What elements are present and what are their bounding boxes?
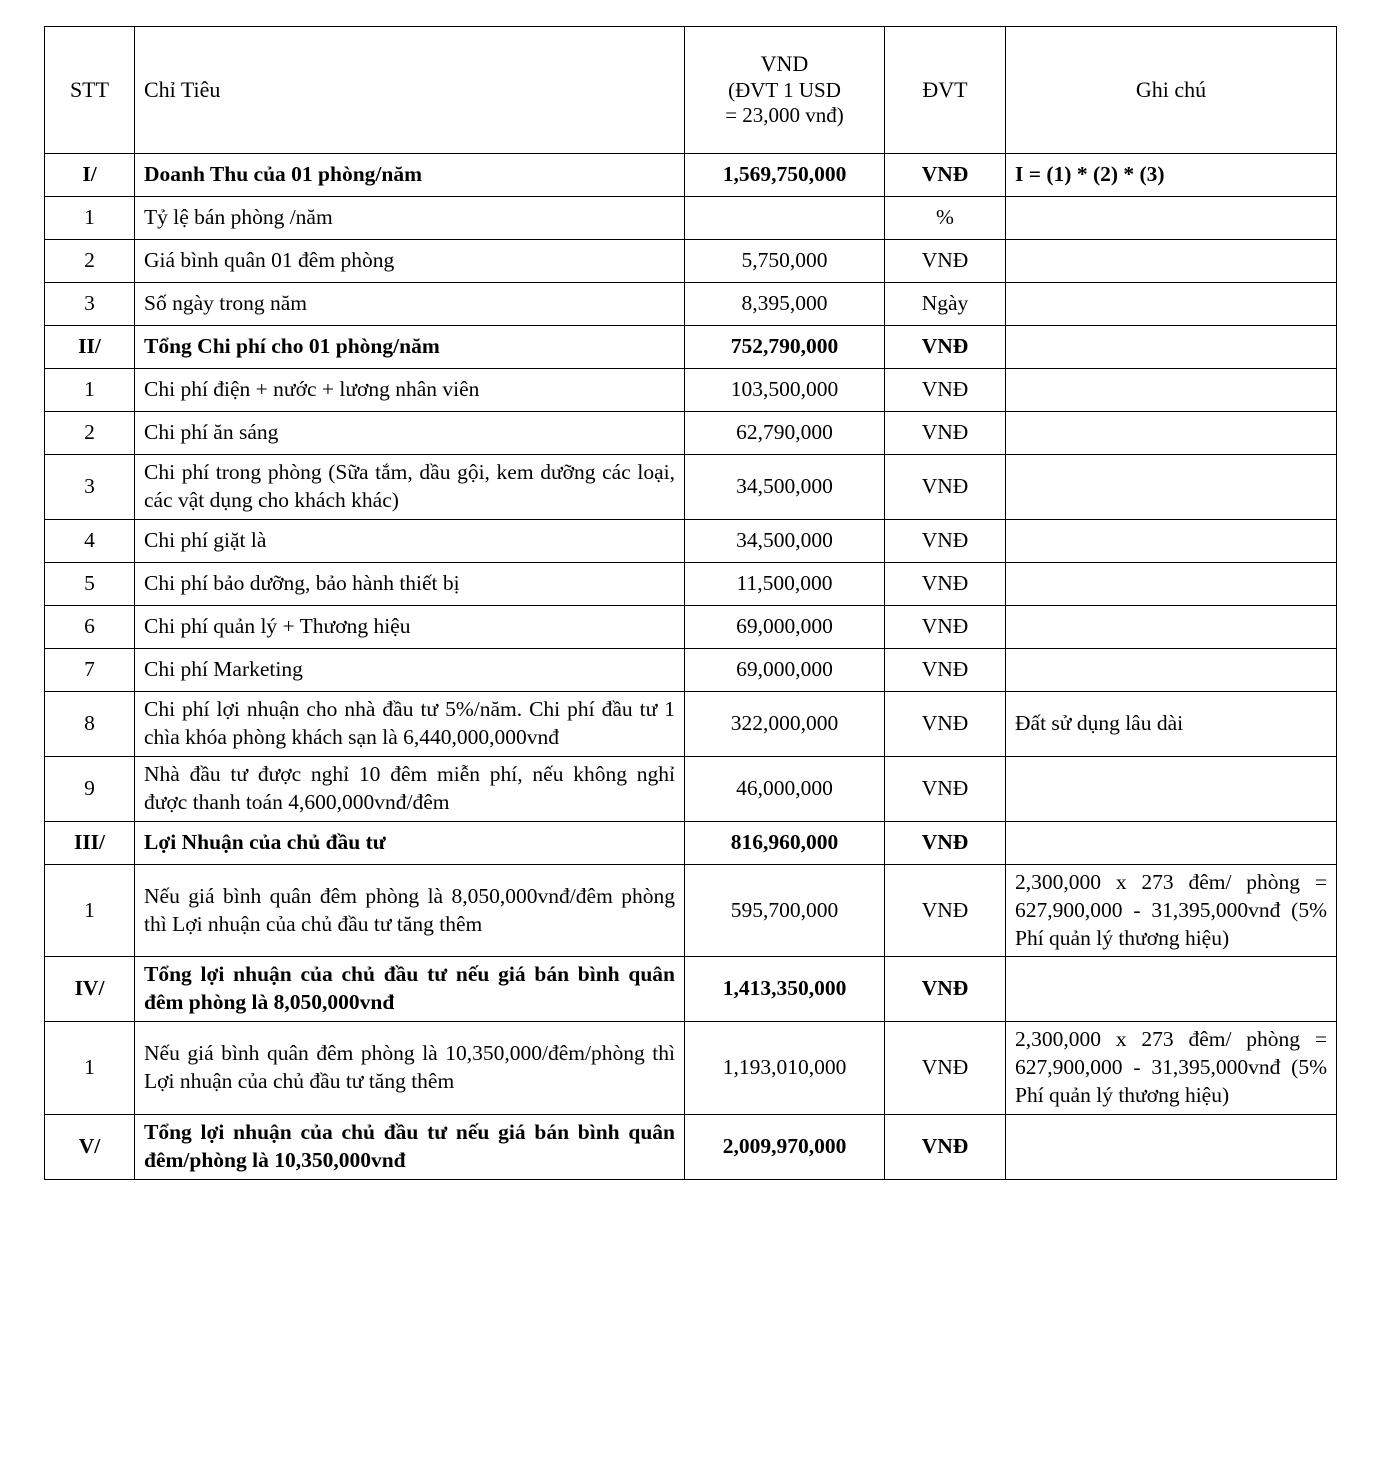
table-row (45, 957, 1337, 1022)
cell-item: Chi phí trong phòng (Sữa tắm, dầu gội, kem dưỡng các loại, các vật dụng cho khách khác) (135, 455, 685, 520)
cell-stt: 5 (45, 562, 135, 605)
cell-item: Chi phí giặt là (135, 519, 685, 562)
cell-item: Doanh Thu của 01 phòng/năm (135, 154, 685, 197)
cell-item: Chi phí quản lý + Thương hiệu (135, 605, 685, 648)
table-row (45, 197, 1337, 240)
column-header-vnd (685, 27, 885, 154)
cell-stt: IV/ (45, 957, 135, 1022)
cell-stt: 3 (45, 455, 135, 520)
cell-note (1006, 519, 1337, 562)
cell-note (1006, 326, 1337, 369)
cell-stt: 1 (45, 1022, 135, 1115)
cell-unit: VNĐ (885, 562, 1006, 605)
cell-item: Giá bình quân 01 đêm phòng (135, 240, 685, 283)
cell-note (1006, 369, 1337, 412)
table-row (45, 154, 1337, 197)
cell-stt: 2 (45, 240, 135, 283)
cell-unit: VNĐ (885, 957, 1006, 1022)
cell-note (1006, 562, 1337, 605)
column-header-vnd-sub2: = 23,000 vnđ) (725, 103, 844, 128)
cell-item: Lợi Nhuận của chủ đầu tư (135, 821, 685, 864)
cell-note (1006, 197, 1337, 240)
cell-note (1006, 240, 1337, 283)
cell-value: 1,193,010,000 (685, 1022, 885, 1115)
cell-note (1006, 412, 1337, 455)
column-header-note: Ghi chú (1006, 27, 1337, 154)
cell-note (1006, 455, 1337, 520)
cell-note (1006, 1115, 1337, 1180)
table-row (45, 648, 1337, 691)
cell-note (1006, 605, 1337, 648)
cell-item: Chi phí bảo dưỡng, bảo hành thiết bị (135, 562, 685, 605)
cell-value: 2,009,970,000 (685, 1115, 885, 1180)
cell-item: Nếu giá bình quân đêm phòng là 10,350,000/đêm/phòng thì Lợi nhuận của chủ đầu tư tăng thêm (135, 1022, 685, 1115)
cell-value: 8,395,000 (685, 283, 885, 326)
table-row (45, 756, 1337, 821)
cell-value: 816,960,000 (685, 821, 885, 864)
table-row (45, 326, 1337, 369)
table-row (45, 1115, 1337, 1180)
cell-unit: VNĐ (885, 1022, 1006, 1115)
cell-stt: V/ (45, 1115, 135, 1180)
cell-note: 2,300,000 x 273 đêm/ phòng = 627,900,000 - 31,395,000vnđ (5% Phí quản lý thương hiệu) (1006, 1022, 1337, 1115)
cell-stt: 9 (45, 756, 135, 821)
cell-unit: VNĐ (885, 369, 1006, 412)
cell-unit: VNĐ (885, 648, 1006, 691)
cell-value: 69,000,000 (685, 648, 885, 691)
cell-item: Tổng Chi phí cho 01 phòng/năm (135, 326, 685, 369)
cell-unit: VNĐ (885, 605, 1006, 648)
cell-item: Chi phí ăn sáng (135, 412, 685, 455)
cell-item: Chi phí Marketing (135, 648, 685, 691)
cell-unit: VNĐ (885, 455, 1006, 520)
cell-unit: VNĐ (885, 756, 1006, 821)
cell-item: Tỷ lệ bán phòng /năm (135, 197, 685, 240)
header-row (45, 27, 1337, 154)
cell-item: Nhà đầu tư được nghỉ 10 đêm miễn phí, nếu không nghỉ được thanh toán 4,600,000vnđ/đêm (135, 756, 685, 821)
column-header-vnd-sub1: (ĐVT 1 USD (728, 77, 841, 102)
table-header (45, 27, 1337, 154)
table-row (45, 1022, 1337, 1115)
cell-item: Tổng lợi nhuận của chủ đầu tư nếu giá bán bình quân đêm/phòng là 10,350,000vnđ (135, 1115, 685, 1180)
cell-stt: 1 (45, 864, 135, 957)
cell-note (1006, 756, 1337, 821)
cell-unit: VNĐ (885, 154, 1006, 197)
financial-table-sheet (44, 26, 1336, 1180)
cell-value: 103,500,000 (685, 369, 885, 412)
cell-unit: VNĐ (885, 691, 1006, 756)
column-header-dvt: ĐVT (885, 27, 1006, 154)
cell-stt: I/ (45, 154, 135, 197)
table-row (45, 605, 1337, 648)
cell-note (1006, 648, 1337, 691)
cell-value: 1,569,750,000 (685, 154, 885, 197)
cell-unit: Ngày (885, 283, 1006, 326)
cell-note: 2,300,000 x 273 đêm/ phòng = 627,900,000 - 31,395,000vnđ (5% Phí quản lý thương hiệu) (1006, 864, 1337, 957)
table-row (45, 519, 1337, 562)
cell-stt: III/ (45, 821, 135, 864)
column-header-stt: STT (45, 27, 135, 154)
cell-value: 5,750,000 (685, 240, 885, 283)
cell-stt: 1 (45, 369, 135, 412)
cell-value: 322,000,000 (685, 691, 885, 756)
hotel-room-financial-table (44, 26, 1337, 1180)
table-row (45, 283, 1337, 326)
table-row (45, 455, 1337, 520)
cell-unit: VNĐ (885, 519, 1006, 562)
cell-unit: % (885, 197, 1006, 240)
cell-unit: VNĐ (885, 821, 1006, 864)
cell-stt: 6 (45, 605, 135, 648)
cell-stt: 4 (45, 519, 135, 562)
cell-stt: 1 (45, 197, 135, 240)
cell-value: 1,413,350,000 (685, 957, 885, 1022)
table-row (45, 562, 1337, 605)
cell-note: I = (1) * (2) * (3) (1006, 154, 1337, 197)
column-header-item: Chỉ Tiêu (135, 27, 685, 154)
cell-value: 11,500,000 (685, 562, 885, 605)
cell-value: 752,790,000 (685, 326, 885, 369)
cell-note: Đất sử dụng lâu dài (1006, 691, 1337, 756)
cell-unit: VNĐ (885, 326, 1006, 369)
column-header-vnd-main: VND (760, 50, 809, 76)
cell-value: 69,000,000 (685, 605, 885, 648)
cell-value: 34,500,000 (685, 519, 885, 562)
table-row (45, 691, 1337, 756)
cell-stt: 7 (45, 648, 135, 691)
cell-unit: VNĐ (885, 864, 1006, 957)
cell-value: 62,790,000 (685, 412, 885, 455)
table-row (45, 864, 1337, 957)
cell-item: Nếu giá bình quân đêm phòng là 8,050,000vnđ/đêm phòng thì Lợi nhuận của chủ đầu tư tăng thêm (135, 864, 685, 957)
table-row (45, 369, 1337, 412)
cell-note (1006, 957, 1337, 1022)
cell-stt: II/ (45, 326, 135, 369)
table-body (45, 154, 1337, 1180)
table-row (45, 821, 1337, 864)
cell-item: Tổng lợi nhuận của chủ đầu tư nếu giá bán bình quân đêm phòng là 8,050,000vnđ (135, 957, 685, 1022)
cell-stt: 8 (45, 691, 135, 756)
cell-stt: 3 (45, 283, 135, 326)
cell-unit: VNĐ (885, 240, 1006, 283)
table-row (45, 412, 1337, 455)
cell-value: 595,700,000 (685, 864, 885, 957)
cell-value: 34,500,000 (685, 455, 885, 520)
cell-unit: VNĐ (885, 1115, 1006, 1180)
cell-stt: 2 (45, 412, 135, 455)
cell-item: Chi phí điện + nước + lương nhân viên (135, 369, 685, 412)
cell-item: Chi phí lợi nhuận cho nhà đầu tư 5%/năm. Chi phí đầu tư 1 chìa khóa phòng khách sạn là 6,440,000,000vnđ (135, 691, 685, 756)
table-row (45, 240, 1337, 283)
cell-value (685, 197, 885, 240)
cell-item: Số ngày trong năm (135, 283, 685, 326)
cell-value: 46,000,000 (685, 756, 885, 821)
cell-note (1006, 821, 1337, 864)
cell-unit: VNĐ (885, 412, 1006, 455)
cell-note (1006, 283, 1337, 326)
